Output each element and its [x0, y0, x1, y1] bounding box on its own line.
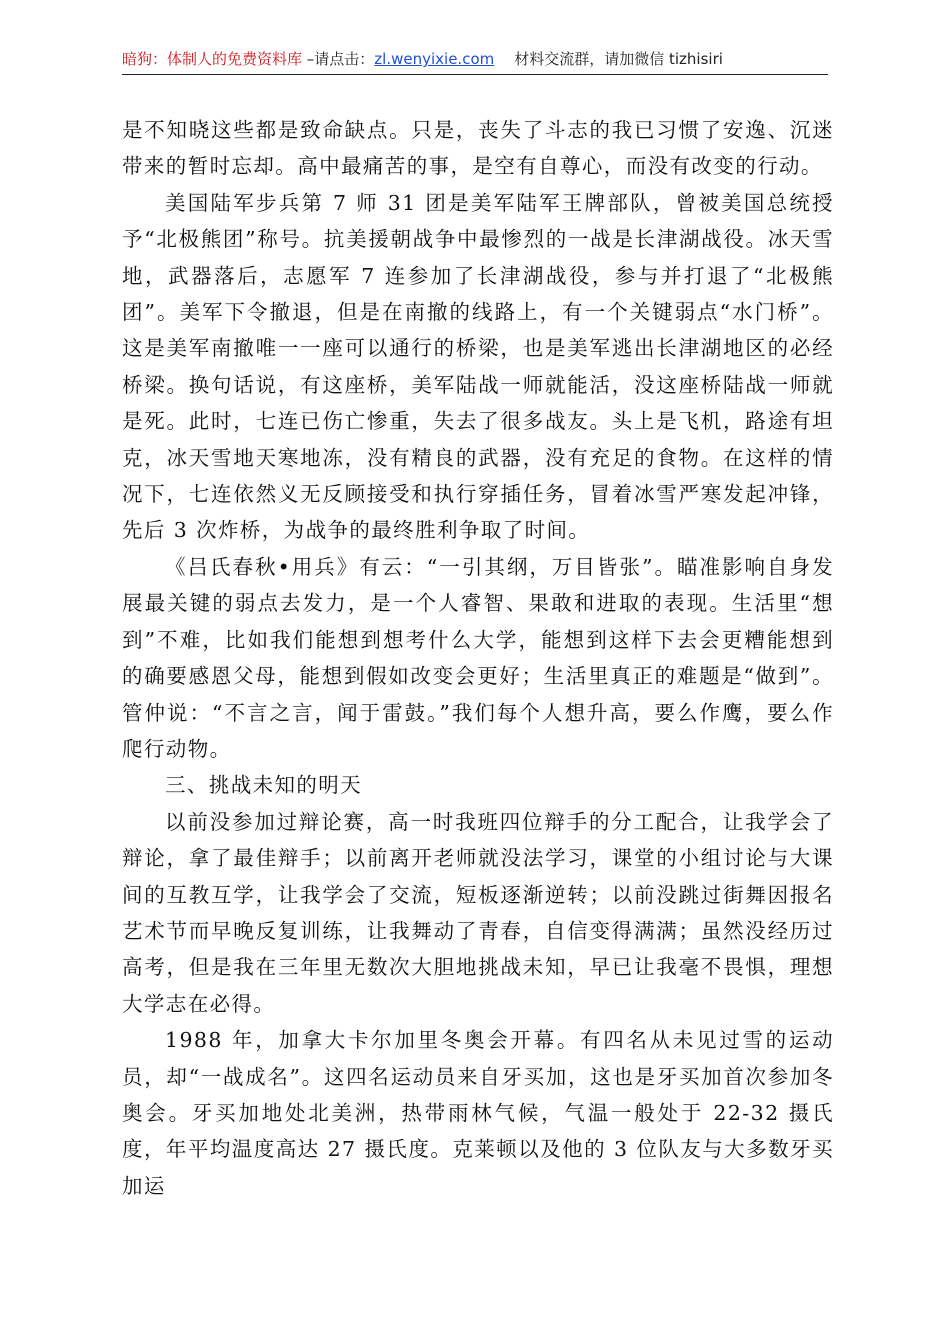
- header-link[interactable]: zl.wenyixie.com: [374, 50, 495, 68]
- paragraph-lushi-chunqiu: 《吕氏春秋•用兵》有云：“一引其纲，万目皆张”。瞄准影响自身发展最关键的弱点去发力，是一个人睿智、果敢和进取的表现。生活里“想到”不难，比如我们能想到想考什么大学，能想到这样下去会更糟能想到的确要感恩父母，能想到假如改变会更好；生活里真正的难题是“做到”。管仲说：“不言之言，闻于雷鼓。”我们每个人想升高，要么作鹰，要么作爬行动物。: [122, 554, 834, 761]
- section-heading: 三、挑战未知的明天: [165, 773, 363, 798]
- header-brand: 暗狗：体制人的免费资料库: [122, 50, 303, 68]
- header-click-prompt: –请点击：: [302, 50, 375, 68]
- page-header: [122, 44, 828, 75]
- paragraph-continuation: 是不知晓这些都是致命缺点。只是，丧失了斗志的我已习惯了安逸、沉迷带来的暂时忘却。高中最痛苦的事，是空有自尊心，而没有改变的行动。: [122, 118, 834, 179]
- paragraph-challenges: 以前没参加过辩论赛，高一时我班四位辩手的分工配合，让我学会了辩论，拿了最佳辩手；以前离开老师就没法学习，课堂的小组讨论与大课间的互教互学，让我学会了交流，短板逐渐逆转；以前没跳过街舞因报名艺术节而早晚反复训练，让我舞动了青春，自信变得满满；虽然没经历过高考，但是我在三年里无数次大胆地挑战未知，早已让我毫不畏惧，理想大学志在必得。: [122, 809, 834, 1016]
- document-body: [122, 112, 834, 1204]
- header-wechat-note: 材料交流群，请加微信 tizhisiri: [514, 50, 723, 68]
- paragraph-jamaica-bobsled: 1988 年，加拿大卡尔加里冬奥会开幕。有四名从未见过雪的运动员，却“一战成名”。这四名运动员来自牙买加，这也是牙买加首次参加冬奥会。牙买加地处北美洲，热带雨林气候，气温一般处于 22-32 摄氏度，年平均温度高达 27 摄氏度。克莱顿以及他的 3 位队友与大多数牙买加运: [122, 1028, 834, 1198]
- paragraph-changjin-lake: 美国陆军步兵第 7 师 31 团是美军陆军王牌部队，曾被美国总统授予“北极熊团”称号。抗美援朝战争中最惨烈的一战是长津湖战役。冰天雪地，武器落后，志愿军 7 连参加了长津湖战役，参与并打退了“北极熊团”。美军下令撤退，但是在南撤的线路上，有一个关键弱点“水门桥”。这是美军南撤唯一一座可以通行的桥梁，也是美军逃出长津湖地区的必经桥梁。换句话说，有这座桥，美军陆战一师就能活，没这座桥陆战一师就是死。此时，七连已伤亡惨重，失去了很多战友。头上是飞机，路途有坦克，冰天雪地天寒地冻，没有精良的武器，没有充足的食物。在这样的情况下，七连依然义无反顾接受和执行穿插任务，冒着冰雪严寒发起冲锋，先后 3 次炸桥，为战争的最终胜利争取了时间。: [122, 190, 834, 543]
